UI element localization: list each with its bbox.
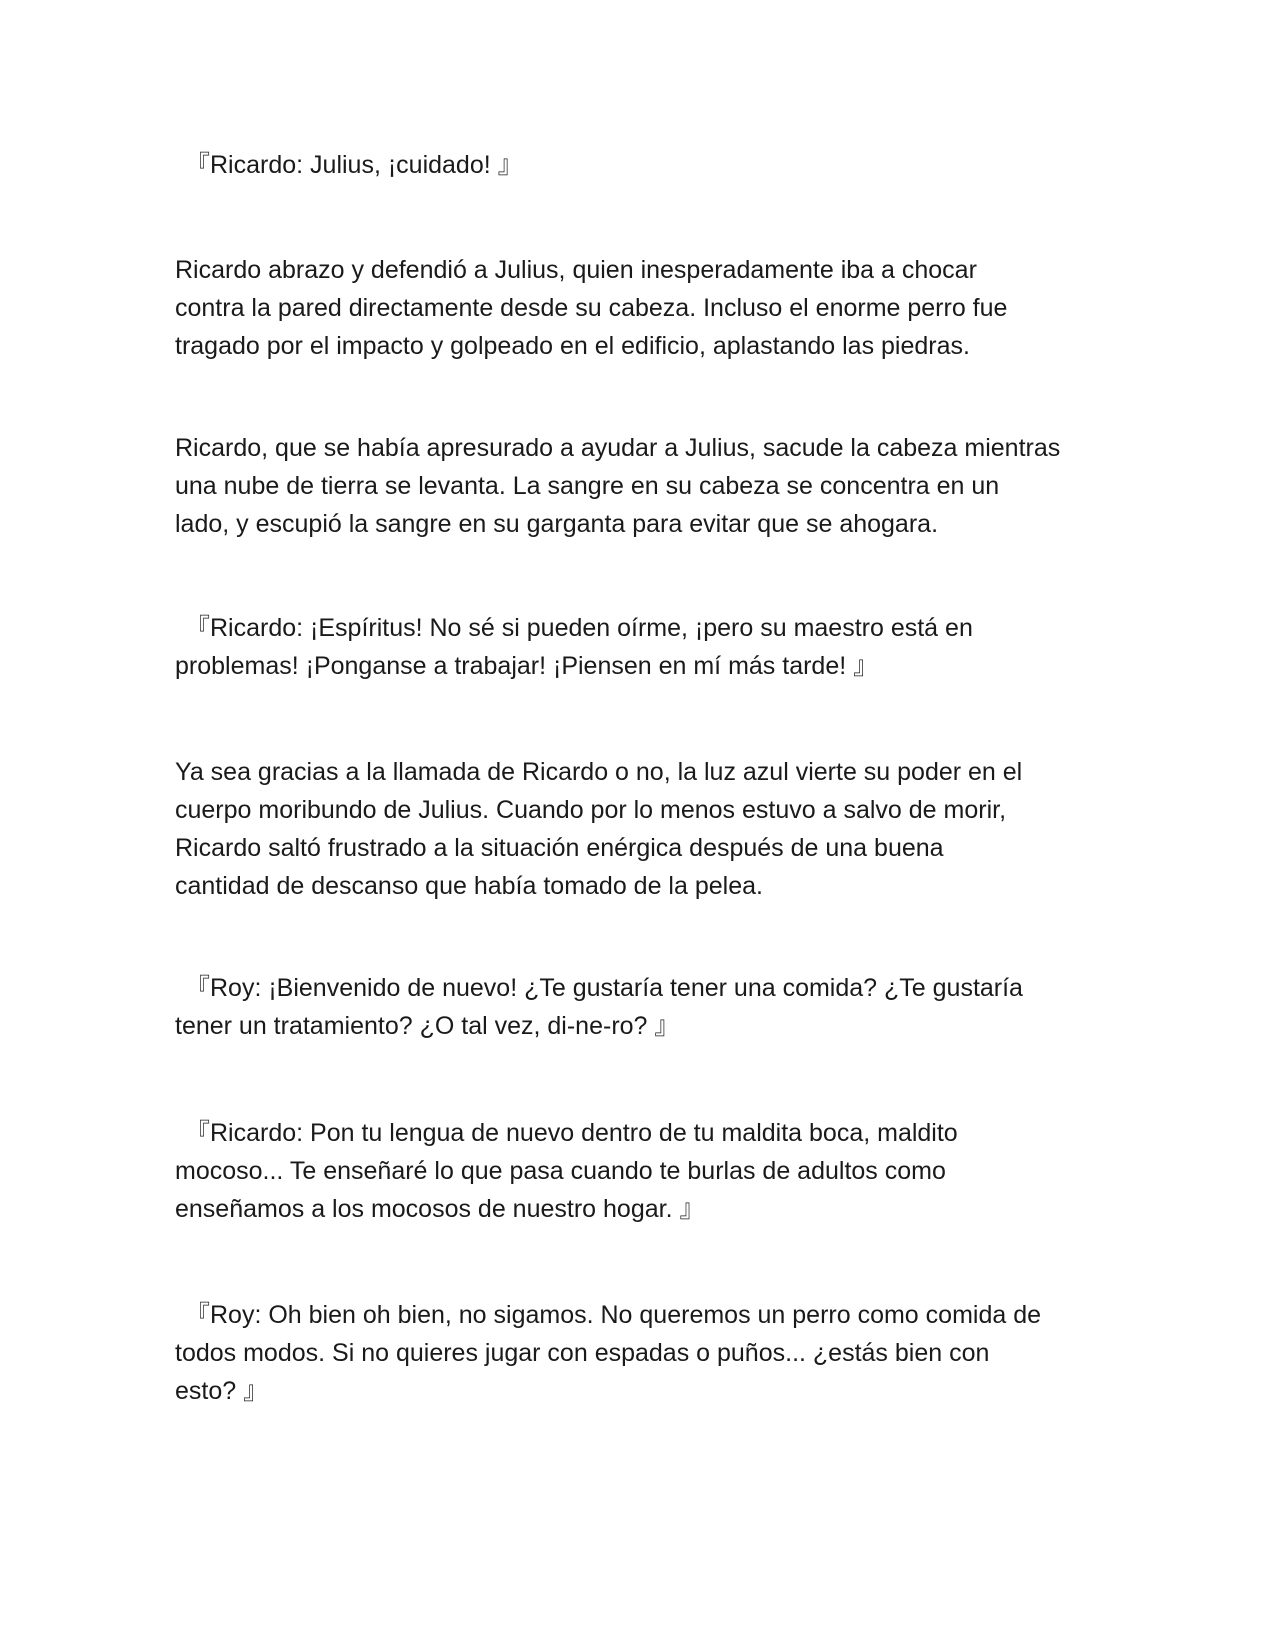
text-line: todos modos. Si no quieres jugar con espadas o puños... ¿estás bien con [175,1339,990,1367]
text-line: una nube de tierra se levanta. La sangre en su cabeza se concentra en un [175,472,1000,500]
paragraph-dialogue [175,146,1105,184]
text-line: mocoso... Te enseñaré lo que pasa cuando te burlas de adultos como [175,1157,946,1185]
text-line: Ricardo abrazo y defendió a Julius, quien inesperadamente iba a chocar [175,256,977,284]
text-line: esto? 』 [175,1377,269,1405]
text-line: cuerpo moribundo de Julius. Cuando por lo menos estuvo a salvo de morir, [175,796,1007,824]
paragraph-narration [175,753,1105,905]
paragraph-dialogue [175,1114,1105,1228]
text-line: 『Ricardo: ¡Espíritus! No sé si pueden oírme, ¡pero su maestro está en [185,614,973,642]
paragraph-dialogue [175,609,1105,685]
text-line: problemas! ¡Ponganse a trabajar! ¡Piensen en mí más tarde! 』 [175,652,879,680]
text-line: cantidad de descanso que había tomado de la pelea. [175,872,763,900]
text-line: 『Ricardo: Julius, ¡cuidado! 』 [185,151,523,179]
text-line: 『Roy: ¡Bienvenido de nuevo! ¿Te gustaría tener una comida? ¿Te gustaría [185,974,1023,1002]
text-line: Ya sea gracias a la llamada de Ricardo o no, la luz azul vierte su poder en el [175,758,1023,786]
paragraph-narration [175,429,1105,543]
text-line: tragado por el impacto y golpeado en el edificio, aplastando las piedras. [175,332,970,360]
text-line: Ricardo, que se había apresurado a ayudar a Julius, sacude la cabeza mientras [175,434,1061,462]
text-line: 『Roy: Oh bien oh bien, no sigamos. No queremos un perro como comida de [185,1301,1042,1329]
paragraph-dialogue [175,969,1105,1045]
paragraph-dialogue [175,1296,1105,1410]
text-line: Ricardo saltó frustrado a la situación enérgica después de una buena [175,834,944,862]
paragraph-narration [175,251,1105,365]
text-line: 『Ricardo: Pon tu lengua de nuevo dentro de tu maldita boca, maldito [185,1119,958,1147]
text-line: enseñamos a los mocosos de nuestro hogar. 』 [175,1195,705,1223]
text-line: contra la pared directamente desde su cabeza. Incluso el enorme perro fue [175,294,1008,322]
text-line: tener un tratamiento? ¿O tal vez, di-ne-ro? 』 [175,1012,680,1040]
text-line: lado, y escupió la sangre en su garganta para evitar que se ahogara. [175,510,939,538]
